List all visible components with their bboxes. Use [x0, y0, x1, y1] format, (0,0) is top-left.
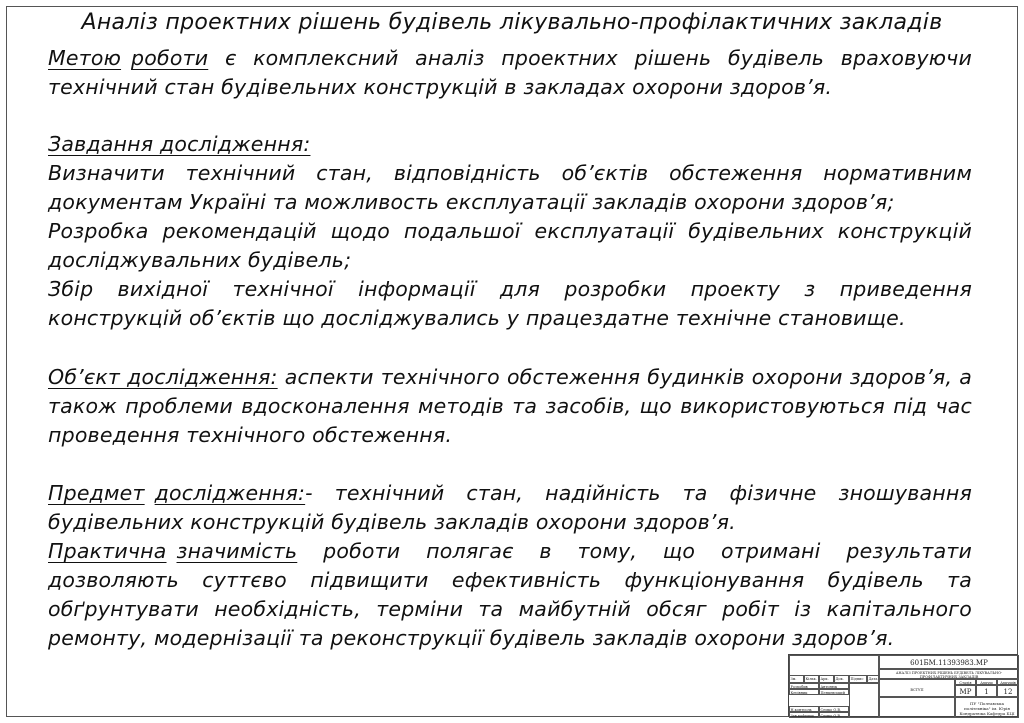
object-paragraph: [48, 363, 972, 450]
goal-paragraph: [48, 44, 972, 102]
sheets-label: Аркушів: [997, 679, 1019, 685]
task-item-3: Збір вихідної технічної інформації для розробки проекту з приведення конструкцій об’єктів що досліджувались у працездатне технічне становище.: [48, 277, 972, 330]
subject-text: - технічний стан, надійність та фізичне зношування будівельних конструкцій будівель закладів охорони здоров’я.: [48, 481, 972, 534]
col-ark: Арк.: [819, 675, 834, 683]
tasks-heading: [48, 130, 972, 159]
page-title: Аналіз проектних рішень будівель лікувально-профілактичних закладів: [81, 10, 943, 35]
practical-term-1: Практична: [48, 539, 167, 563]
subject-paragraph: [48, 479, 972, 537]
practical-text: роботи полягає в тому, що отримані результати дозволяють суттєво підвищити ефективність функціонування будівель та обґрунтувати необхідність, терміни та майбутній обсяг робіт із капітального ремонту, модернізації та реконструкції будівель закладів охорони здоров’я.: [48, 539, 973, 650]
task-item-2: Розробка рекомендацій щодо подальшої експлуатації будівельних конструкцій досліджувальних будівель;: [48, 219, 972, 272]
signature-area: [849, 683, 879, 718]
task-item-1: Визначити технічний стан, відповідність об’єктів обстеження нормативним документам Україні та можливость експлуатації закладів охорони здоров’я;: [48, 161, 972, 214]
document-code: 601БМ.11393983.МР: [879, 655, 1019, 669]
tasks-heading-text: Завдання дослідження:: [48, 132, 311, 156]
project-title: АНАЛІЗ ПРОЕКТНИХ РІШЕНЬ БУДІВЕЛЬ ЛІКУВАЛЬНО-ПРОФІЛАКТИЧНИХ ЗАКЛАДІВ: [879, 669, 1019, 679]
subject-term-1: Предмет: [48, 481, 145, 505]
title-block-stamp: [788, 654, 1018, 717]
stage-label: Стадія: [955, 679, 976, 685]
goal-text: є комплексний аналіз проектних рішень будівель враховуючи технічний стан будівельних конструкцій в закладах охорони здоров’я.: [48, 46, 972, 99]
col-kilk: Кільк.: [804, 675, 819, 683]
organization: ПУ "Полтавська політехніка" ім. Юрія Кондратюка Кафедра БЦІ: [955, 697, 1019, 718]
col-pidpys: Підпис: [849, 675, 867, 683]
goal-term-1: Метою: [48, 46, 122, 70]
role-head: Зав.кафедри: [789, 712, 819, 718]
sheets-value: 12: [997, 685, 1019, 697]
col-zm: Зм.: [789, 675, 804, 683]
role-developer: Розробив: [789, 683, 819, 689]
sheet-subtitle-area: [879, 697, 955, 718]
practical-term-2: значимість: [176, 539, 298, 563]
name-developer: Антонюк: [819, 683, 849, 689]
object-term: Об’єкт дослідження:: [48, 365, 278, 389]
object-text: аспекти технічного обстеження будинків охорони здоров’я, а також проблеми вдосконалення методів та засобів, що використовуються під час проведення технічного обстеження.: [48, 365, 973, 447]
role-supervisor: Керівник: [789, 689, 819, 695]
col-dok: Док.: [834, 675, 849, 683]
sheet-title: ВСТУП: [879, 679, 955, 697]
col-data: Дата: [867, 675, 879, 683]
sheet-label: Аркуш: [976, 679, 997, 685]
stage-value: МР: [955, 685, 976, 697]
name-norm-control: Семко О.В.: [819, 706, 849, 712]
name-supervisor: Пенцевський: [819, 689, 849, 695]
sheet-value: 1: [976, 685, 997, 697]
practical-paragraph: [48, 537, 972, 653]
name-head: Семко О.В.: [819, 712, 849, 718]
goal-term-2: роботи: [131, 46, 209, 70]
role-norm-control: Н.контроль: [789, 706, 819, 712]
subject-term-2: дослідження:: [154, 481, 306, 505]
